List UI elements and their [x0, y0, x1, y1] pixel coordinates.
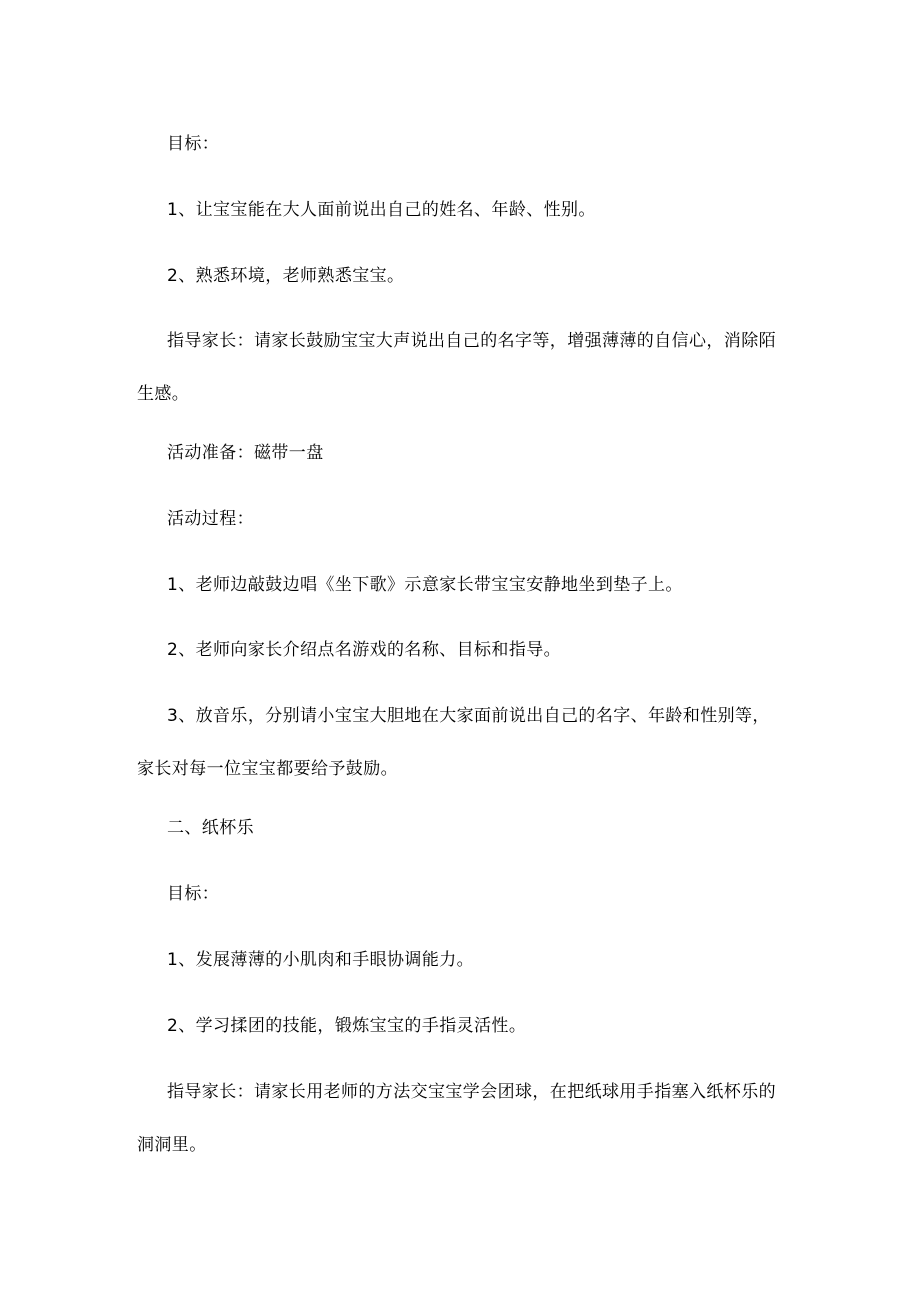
section-heading-paper-cup: 二、纸杯乐 [167, 818, 254, 838]
goal-heading-2: 目标： [167, 884, 220, 904]
goal-item-4: 2、学习揉团的技能，锻炼宝宝的手指灵活性。 [167, 1016, 527, 1036]
goal-item-2: 2、熟悉环境，老师熟悉宝宝。 [167, 266, 405, 286]
goal-heading-1: 目标： [167, 134, 220, 154]
parent-guidance-1: 指导家长：请家长鼓励宝宝大声说出自己的名字等，增强薄薄的自信心，消除陌生感。 [137, 331, 776, 404]
activity-process-heading: 活动过程： [167, 509, 254, 529]
parent-guidance-2: 指导家长：请家长用老师的方法交宝宝学会团球，在把纸球用手指塞入纸杯乐的洞洞里。 [137, 1082, 776, 1155]
goal-item-1: 1、让宝宝能在大人面前说出自己的姓名、年龄、性别。 [167, 200, 596, 220]
goal-item-3: 1、发展薄薄的小肌肉和手眼协调能力。 [167, 950, 475, 970]
process-step-1: 1、老师边敲鼓边唱《坐下歌》示意家长带宝宝安静地坐到垫子上。 [167, 575, 683, 595]
process-step-3: 3、放音乐，分别请小宝宝大胆地在大家面前说出自己的名字、年龄和性别等，家长对每一位宝宝都要给予鼓励。 [137, 706, 770, 779]
activity-preparation: 活动准备：磁带一盘 [167, 443, 324, 463]
process-step-2: 2、老师向家长介绍点名游戏的名称、目标和指导。 [167, 640, 562, 660]
